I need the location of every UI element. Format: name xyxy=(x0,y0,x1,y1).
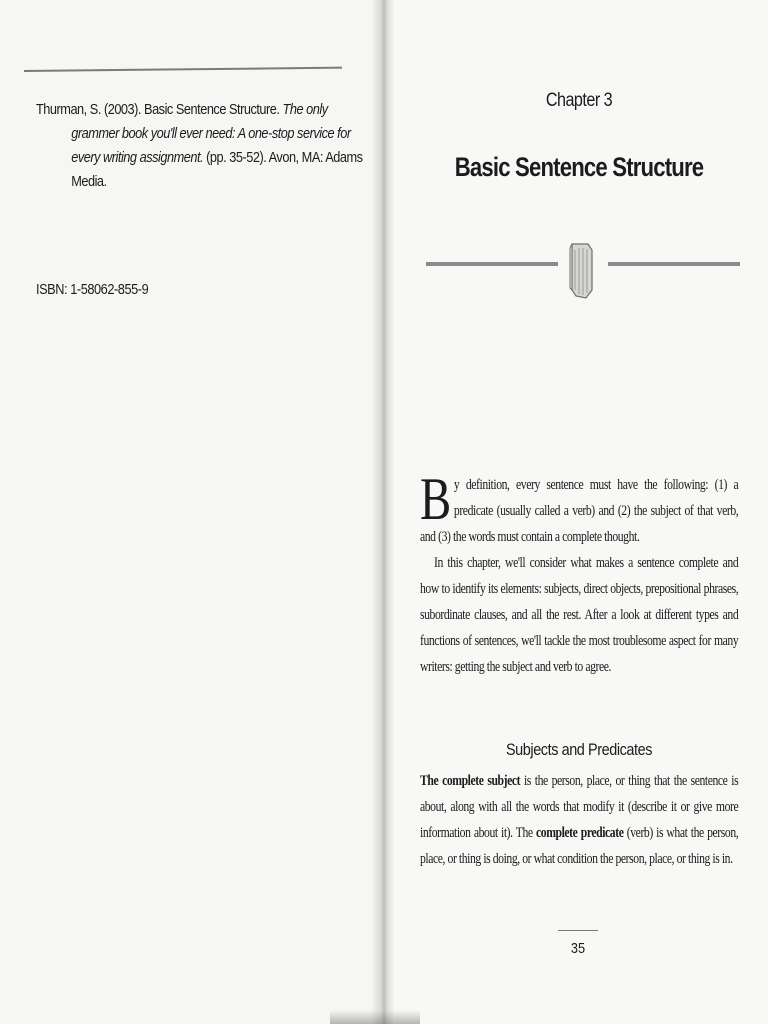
citation-text xyxy=(36,98,370,194)
term-complete-predicate: complete predicate xyxy=(536,825,624,841)
ornament-rule-left xyxy=(426,262,558,266)
citation-publication: (pp. 35-52). Avon, MA: Adams Media. xyxy=(71,150,363,190)
section-body xyxy=(420,768,738,872)
section-text-2: (verb) is what the person, place, or thing is doing, or what condition the person, place, or thing is in. xyxy=(420,825,739,867)
term-complete-subject: The complete subject xyxy=(420,773,521,789)
gutter-shadow xyxy=(330,1010,420,1024)
ornament-rule-right xyxy=(608,262,740,266)
citation-author: Thurman, S. (2003). Basic Sentence Structure. xyxy=(36,102,283,118)
bookmark-ornament-icon xyxy=(566,240,598,300)
footer-rule xyxy=(558,930,598,931)
page-number: 35 xyxy=(570,940,586,957)
drop-cap: B xyxy=(420,466,451,532)
chapter-title: Basic Sentence Structure xyxy=(454,152,704,182)
section-text-1: is the person, place, or thing that the sentence is about, along with all the words that modify it (describe it or give more information about it). The xyxy=(420,773,739,841)
chapter-label: Chapter 3 xyxy=(545,90,613,111)
citation xyxy=(36,98,370,194)
section-heading: Subjects and Predicates xyxy=(505,740,653,759)
book-gutter xyxy=(372,0,394,1024)
intro-paragraph-1 xyxy=(420,466,739,550)
section-paragraph xyxy=(420,768,738,872)
chapter-intro xyxy=(420,466,739,680)
intro-paragraph-2: In this chapter, we'll consider what makes a sentence complete and how to identify its elements: subjects, direct objects, prepositional phrases, subordinate clauses, and all the rest. After a look at different types and functions of sentences, we'll tackle the most troublesome aspect for many writers: getting the subject and verb to agree. xyxy=(420,555,739,675)
citation-book-title: The only grammer book you'll ever need: A one-stop service for every writing assignment. xyxy=(71,102,351,166)
isbn: ISBN: 1-58062-855-9 xyxy=(36,282,149,298)
intro-paragraph-1-text: y definition, every sentence must have the following: (1) a predicate (usually called a verb) and (2) the subject of that verb, and (3) the words must contain a complete thought. xyxy=(420,477,739,545)
